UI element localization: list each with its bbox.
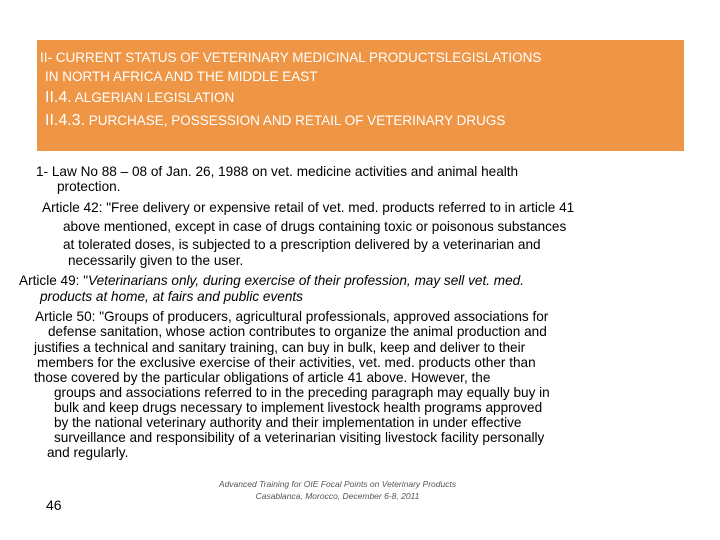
subsection-number: II.4.3. xyxy=(45,112,86,129)
article-label: Article 49: " xyxy=(19,273,89,288)
text-line: protection. xyxy=(57,179,121,194)
text-line: groups and associations referred to in the preceding paragraph may equally buy in xyxy=(54,385,550,400)
text-line: Article 50: "Groups of producers, agricultural professionals, approved associations for xyxy=(35,309,549,324)
text-line: above mentioned, except in case of drugs containing toxic or poisonous substances xyxy=(63,219,567,234)
text-line: products at home, at fairs and public events xyxy=(40,289,303,304)
article-quote: Veterinarians only, during exercise of their profession, may sell vet. med. xyxy=(88,273,525,288)
page-number: 46 xyxy=(46,497,62,513)
text-line: members for the exclusive exercise of their activities, vet. med. products other than xyxy=(37,355,536,370)
text-line: 1- Law No 88 – 08 of Jan. 26, 1988 on vet. medicine activities and animal health xyxy=(36,164,519,179)
title-line-1: II- CURRENT STATUS OF VETERINARY MEDICINAL PRODUCTSLEGISLATIONS xyxy=(40,50,542,65)
text-line: at tolerated doses, is subjected to a prescription delivered by a veterinarian and xyxy=(63,237,541,252)
footer-line-2: Casablanca, Morocco, December 6-8, 2011 xyxy=(255,491,420,501)
text-line: justifies a technical and sanitary training, can buy in bulk, keep and deliver to their xyxy=(34,340,526,355)
text-line: bulk and keep drugs necessary to implement livestock health programs approved xyxy=(54,400,543,415)
title-line-2: IN NORTH AFRICA AND THE MIDDLE EAST xyxy=(45,69,318,84)
subsection-heading xyxy=(40,111,684,130)
text-line: necessarily given to the user. xyxy=(68,253,244,268)
text-line: those covered by the particular obligations of article 41 above. However, the xyxy=(34,370,491,385)
text-line: surveillance and responsibility of a veterinarian visiting livestock facility personally xyxy=(54,430,545,445)
subsection-title: PURCHASE, POSSESSION AND RETAIL OF VETERINARY DRUGS xyxy=(85,113,506,128)
section-number: II.4. xyxy=(45,89,72,106)
section-title: ALGERIAN LEGISLATION xyxy=(71,90,235,105)
text-line: by the national veterinary authority and their implementation in under effective xyxy=(54,415,522,430)
text-line: and regularly. xyxy=(47,445,129,460)
text-line xyxy=(19,273,524,288)
text-line: Article 42: "Free delivery or expensive retail of vet. med. products referred to in article 41 xyxy=(42,200,575,215)
footer-line-1: Advanced Training for OIE Focal Points on Veterinary Products xyxy=(218,479,457,489)
title-banner xyxy=(37,40,684,151)
section-heading xyxy=(40,88,684,107)
footer xyxy=(170,478,505,502)
text-line: defense sanitation, whose action contributes to organize the animal production and xyxy=(48,324,547,339)
